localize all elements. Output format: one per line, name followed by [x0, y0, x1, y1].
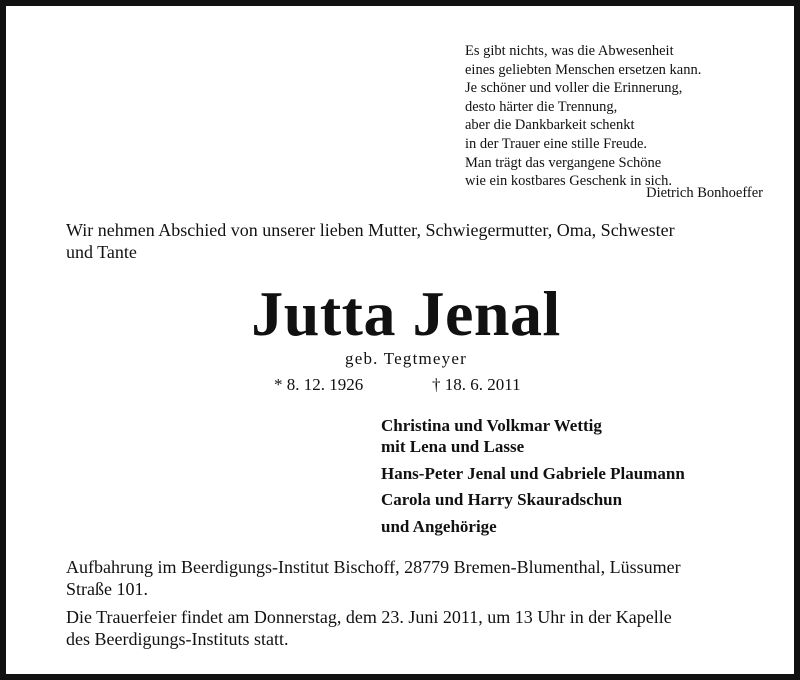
intro-line: Wir nehmen Abschied von unserer lieben Mutter, Schwiegermutter, Oma, Schwester — [66, 220, 675, 240]
deceased-name: Jutta Jenal — [251, 278, 561, 349]
quote-line: desto härter die Trennung, — [465, 98, 618, 115]
farewell-intro — [66, 219, 766, 263]
funeral-line: Die Trauerfeier findet am Donnerstag, dem 23. Juni 2011, um 13 Uhr in der Kapelle — [66, 607, 672, 627]
memorial-quote — [465, 42, 785, 201]
death-date: † 18. 6. 2011 — [432, 375, 521, 394]
quote-line: Je schöner und voller die Erinnerung, — [465, 80, 683, 97]
mourner-line: Christina und Volkmar Wettig — [381, 416, 602, 435]
quote-line: aber die Dankbarkeit schenkt — [465, 117, 635, 134]
viewing-line: Straße 101. — [66, 579, 148, 599]
quote-line: Es gibt nichts, was die Abwesenheit — [465, 43, 674, 59]
quote-line: wie ein kostbares Geschenk in sich. — [465, 173, 672, 190]
birth-date: * 8. 12. 1926 — [274, 375, 364, 394]
funeral-line: des Beerdigungs-Instituts statt. — [66, 629, 289, 649]
quote-line: Man trägt das vergangene Schöne — [465, 154, 662, 171]
quote-line: eines geliebten Menschen ersetzen kann. — [465, 61, 702, 78]
funeral-info — [66, 606, 766, 650]
mourner-line: Hans-Peter Jenal und Gabriele Plaumann — [381, 464, 685, 483]
quote-author: Dietrich Bonhoeffer — [646, 185, 763, 201]
birth-name: geb. Tegtmeyer — [345, 349, 467, 368]
quote-line: in der Trauer eine stille Freude. — [465, 135, 648, 152]
viewing-line: Aufbahrung im Beerdigungs-Institut Bischoff, 28779 Bremen-Blumenthal, Lüssumer — [66, 557, 681, 577]
mourner-line: mit Lena und Lasse — [381, 437, 525, 456]
intro-line: und Tante — [66, 242, 137, 262]
mourner-line: und Angehörige — [381, 517, 497, 536]
mourner-line: Carola und Harry Skauradschun — [381, 490, 623, 509]
viewing-info — [66, 556, 766, 600]
